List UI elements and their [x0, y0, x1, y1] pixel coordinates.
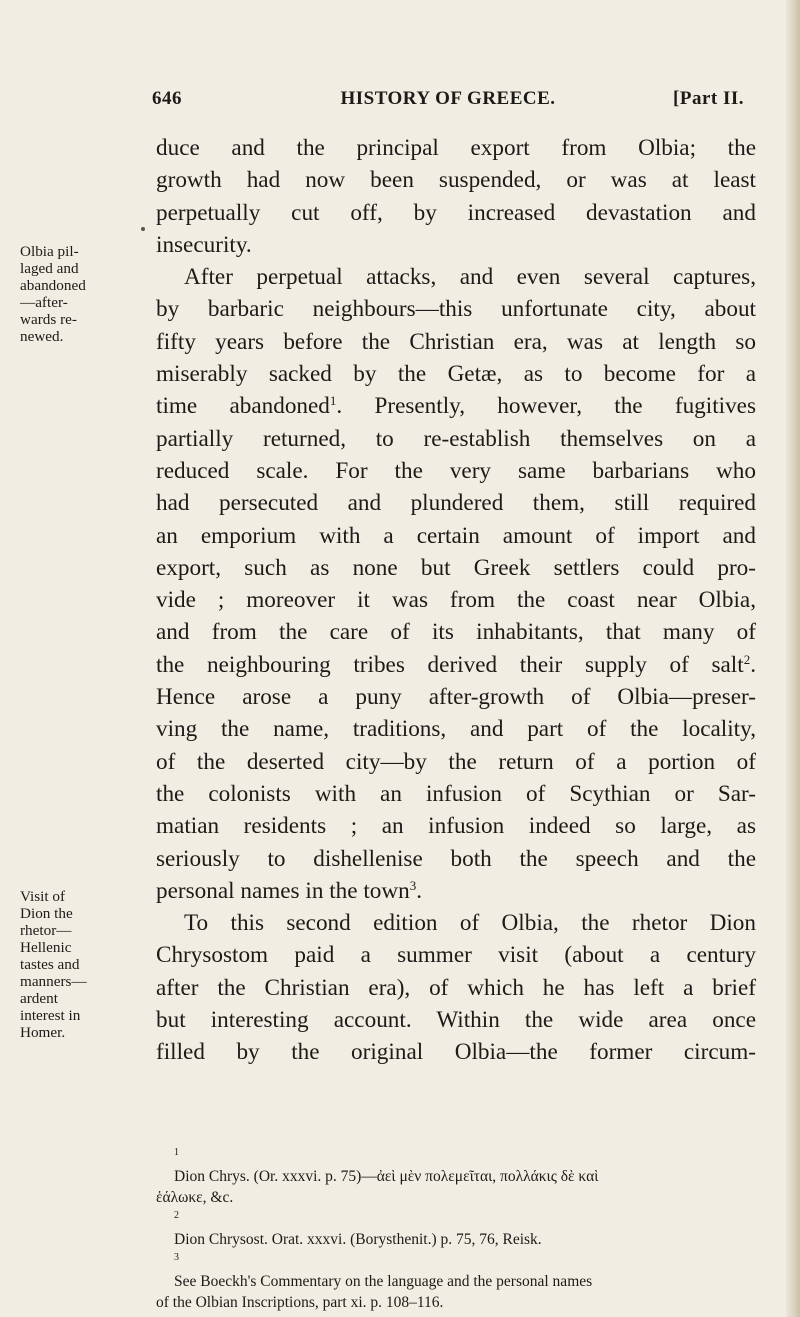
- text-line: an emporium with a certain amount of import and: [156, 522, 756, 549]
- text-line: the neighbouring tribes derived their supply of salt$^2$.: [156, 651, 756, 678]
- text-line: ving the name, traditions, and part of the locality,: [156, 716, 756, 743]
- text-line: personal names in the town$^3$.: [156, 877, 423, 904]
- text-line: had persecuted and plundered them, still required: [156, 490, 756, 517]
- footnotes: [156, 1145, 756, 1313]
- text-line: miserably sacked by the Getæ, as to become for a: [156, 361, 756, 388]
- text-line: vide ; moreover it was from the coast near Olbia,: [156, 587, 756, 614]
- text-line: seriously to dishellenise both the speech and the: [156, 845, 756, 872]
- text-line: To this second edition of Olbia, the rhetor Dion: [184, 910, 756, 937]
- text-line: export, such as none but Greek settlers could pro-: [156, 554, 756, 581]
- text-line: perpetually cut off, by increased devastation and: [156, 199, 756, 226]
- text-line: Chrysostom paid a summer visit (about a century: [156, 942, 756, 969]
- text-line: duce and the principal export from Olbia; the: [156, 135, 756, 161]
- text-line: Hence arose a puny after-growth of Olbia—preser-: [156, 684, 756, 711]
- text-line: the colonists with an infusion of Scythian or Sar-: [156, 780, 756, 807]
- page-number: 646: [152, 88, 182, 109]
- text-line: After perpetual attacks, and even several captures,: [184, 264, 756, 291]
- text-line: after the Christian era), of which he has left a brief: [156, 974, 756, 1001]
- text-line: of the deserted city—by the return of a portion of: [156, 748, 756, 775]
- text-line: by barbaric neighbours—this unfortunate city, about: [156, 296, 756, 323]
- margin-note-dion: Visit of Dion the rhetor— Hellenic tastes and manners— ardent interest in Homer.: [20, 888, 87, 1041]
- footnote-ref[interactable]: 1: [329, 393, 337, 409]
- footnote-3: $^3$ See Boeckh's Commentary on the language and the personal names of the Olbian Inscriptions, part xi. p. 108–116.: [156, 1252, 593, 1311]
- text-line: matian residents ; an infusion indeed so large, as: [156, 813, 756, 840]
- footnote-2: $^2$ Dion Chrysost. Orat. xxxvi. (Borysthenit.) p. 75, 76, Reisk.: [174, 1210, 542, 1248]
- text-line: and from the care of its inhabitants, that many of: [156, 619, 756, 646]
- running-title: HISTORY OF GREECE.: [340, 88, 556, 109]
- text-line: insecurity.: [156, 231, 252, 258]
- text-line: filled by the original Olbia—the former circum-: [156, 1039, 756, 1066]
- text-line: growth had now been suspended, or was at least: [156, 167, 756, 194]
- footnote-ref[interactable]: 2: [743, 651, 751, 667]
- text-line: time abandoned$^1$. Presently, however, the fugitives: [156, 393, 756, 420]
- page-edge: [786, 0, 800, 1317]
- text-line: but interesting account. Within the wide area once: [156, 1007, 756, 1034]
- text-line: fifty years before the Christian era, was at length so: [156, 328, 756, 355]
- running-header: [152, 88, 744, 118]
- text-line: partially returned, to re-establish themselves on a: [156, 425, 756, 452]
- margin-note-olbia: Olbia pil- laged and abandoned —after- wards re- newed.: [20, 243, 86, 345]
- text-line: reduced scale. For the very same barbarians who: [156, 457, 756, 484]
- part-label: [Part II.: [673, 88, 744, 109]
- margin-dot: [141, 227, 145, 231]
- footnote-ref[interactable]: 3: [409, 877, 417, 893]
- body-text: [156, 132, 756, 1069]
- footnote-1: $^1$ Dion Chrys. (Or. xxxvi. p. 75)—ἀεὶ μὲν πολεμεῖται, πολλάκις δὲ καὶ ἑάλωκε, &c.: [156, 1147, 599, 1206]
